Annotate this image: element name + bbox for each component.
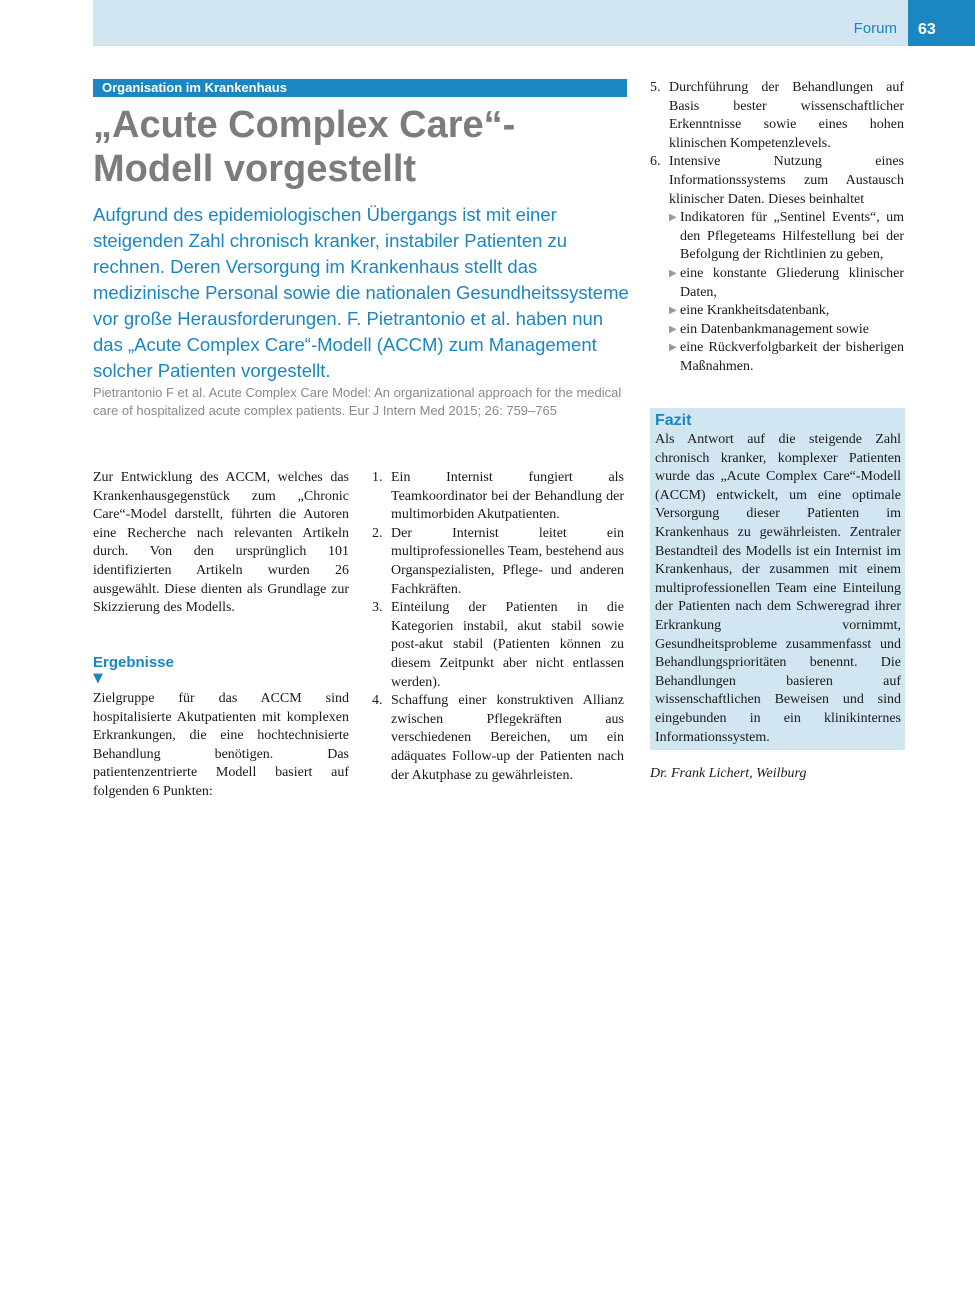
page-header	[93, 0, 975, 46]
sub-list-item	[669, 302, 904, 321]
sub-list-item	[669, 321, 904, 340]
results-paragraph: Zielgruppe für das ACCM sind hospitalisierte Akutpatienten mit komplexen Erkrankungen, die eine hochtechnisierte Behandlung benötigen. Das patientenzentrierte Modell basiert auf folgenden 6 Punkten:	[93, 691, 349, 799]
list-item	[372, 469, 624, 525]
list-item	[650, 153, 904, 376]
page-number: 63	[908, 0, 975, 46]
list-number: 3.	[372, 600, 383, 616]
triangle-bullet-icon: ▶	[669, 212, 677, 224]
author-signature: Dr. Frank Lichert, Weilburg	[650, 766, 807, 781]
triangle-bullet-icon: ▶	[669, 323, 677, 335]
sub-item-text: Indikatoren für „Sentinel Events“, um den Pflegeteams Hilfestellung bei der Befolgung der Richtlinien zu geben,	[680, 210, 904, 263]
intro-paragraph: Zur Entwicklung des ACCM, welches das Krankenhausgegenstück zum „Chronic Care“-Model darstellt, führten die Autoren eine Recherche nach relevanten Artikeln durch. Von den ursprünglich 101 identifizierten Artikeln wurden 26 ausgewählt. Diese dienten als Grundlage zur Skizzierung des Modells.	[93, 470, 349, 616]
sub-item-text: eine Krankheitsdatenbank,	[680, 303, 830, 319]
results-section-heading	[93, 654, 349, 686]
fazit-heading: Fazit	[655, 412, 692, 429]
points-list-part1	[372, 469, 624, 785]
list-item	[372, 599, 624, 692]
sub-list	[669, 209, 904, 376]
sub-list-item	[669, 209, 904, 265]
list-item	[650, 79, 904, 153]
points-list-part2	[650, 79, 904, 377]
list-item	[372, 525, 624, 599]
sub-list-item	[669, 265, 904, 302]
list-number: 4.	[372, 693, 383, 709]
section-label: Forum	[853, 20, 897, 37]
results-heading: Ergebnisse	[93, 654, 174, 671]
list-item-text: Intensive Nutzung eines Informationssystems zum Austausch klinischer Daten. Dieses beinhaltet	[669, 154, 904, 207]
triangle-bullet-icon: ▶	[669, 305, 677, 317]
down-triangle-icon: ▼	[93, 671, 103, 686]
article-lead: Aufgrund des epidemiologischen Übergangs ist mit einer steigenden Zahl chronisch kranker, instabiler Patienten zu rechnen. Deren Versorgung im Krankenhaus stellt das medizinische Personal sowie die nationalen Gesundheitssysteme vor große Herausforderungen. F. Pietrantonio et al. haben nun das „Acute Complex Care“-Modell (ACCM) zum Management solcher Patienten vorgestellt.	[93, 204, 629, 381]
triangle-bullet-icon: ▶	[669, 267, 677, 279]
sub-list-item	[669, 339, 904, 376]
sub-item-text: eine konstante Gliederung klinischer Daten,	[680, 265, 904, 300]
list-item-text: Der Internist leitet ein multiprofessionelles Team, bestehend aus Organspezialisten, Pflege- und anderen Fachkräften.	[391, 525, 624, 597]
list-item-text: Ein Internist fungiert als Teamkoordinator bei der Behandlung der multimorbiden Akutpatienten.	[391, 470, 624, 523]
list-number: 5.	[650, 80, 661, 95]
list-number: 6.	[650, 154, 661, 170]
sub-item-text: eine Rückverfolgbarkeit der bisherigen Maßnahmen.	[680, 340, 904, 374]
article-kicker: Organisation im Krankenhaus	[93, 79, 627, 97]
list-item-text: Schaffung einer konstruktiven Allianz zwischen Pflegekräften aus verschiedenen Bereichen, um ein adäquates Follow-up der Patienten nach der Akutphase zu gewährleisten.	[391, 693, 624, 783]
list-item-text: Einteilung der Patienten in die Kategorien instabil, akut stabil sowie post-akut stabil (Patienten können zu diesem Zeitpunkt aber nicht entlassen werden).	[391, 600, 624, 690]
sub-item-text: ein Datenbankmanagement sowie	[680, 321, 869, 337]
fazit-text: Als Antwort auf die steigende Zahl chronisch kranker, komplexer Patienten wurde das „Acute Complex Care“-Modell (ACCM) entwickelt, um eine optimale Versorgung dieser Patienten im Krankenhaus zu gewährleisten. Zentraler Bestandteil des Modells ist ein Internist im Krankenhaus, der zusammen mit einem multiprofessionellen Team eine Einteilung der Patienten nach dem Schweregrad ihrer Erkrankung vornimmt, Gesundheitsprobleme zusammenfasst und Behandlungsprioritäten benennt. Die Behandlungen basieren auf wissenschaftlichen Beweisen und sind eingebunden in ein klinikinternes Informationssystem.	[655, 432, 901, 745]
triangle-bullet-icon: ▶	[669, 342, 677, 354]
fazit-box	[650, 408, 905, 750]
list-number: 2.	[372, 525, 383, 541]
list-number: 1.	[372, 470, 383, 485]
list-item	[372, 692, 624, 785]
list-item-text: Durchführung der Behandlungen auf Basis bester wissenschaftlicher Erkenntnisse sowie eines hohen klinischen Kompetenzlevels.	[669, 80, 904, 151]
article-title: „Acute Complex Care“-Modell vorgestellt	[93, 104, 516, 190]
article-citation: Pietrantonio F et al. Acute Complex Care Model: An organizational approach for the medical care of hospitalized acute complex patients. Eur J Intern Med 2015; 26: 759–765	[93, 385, 622, 418]
